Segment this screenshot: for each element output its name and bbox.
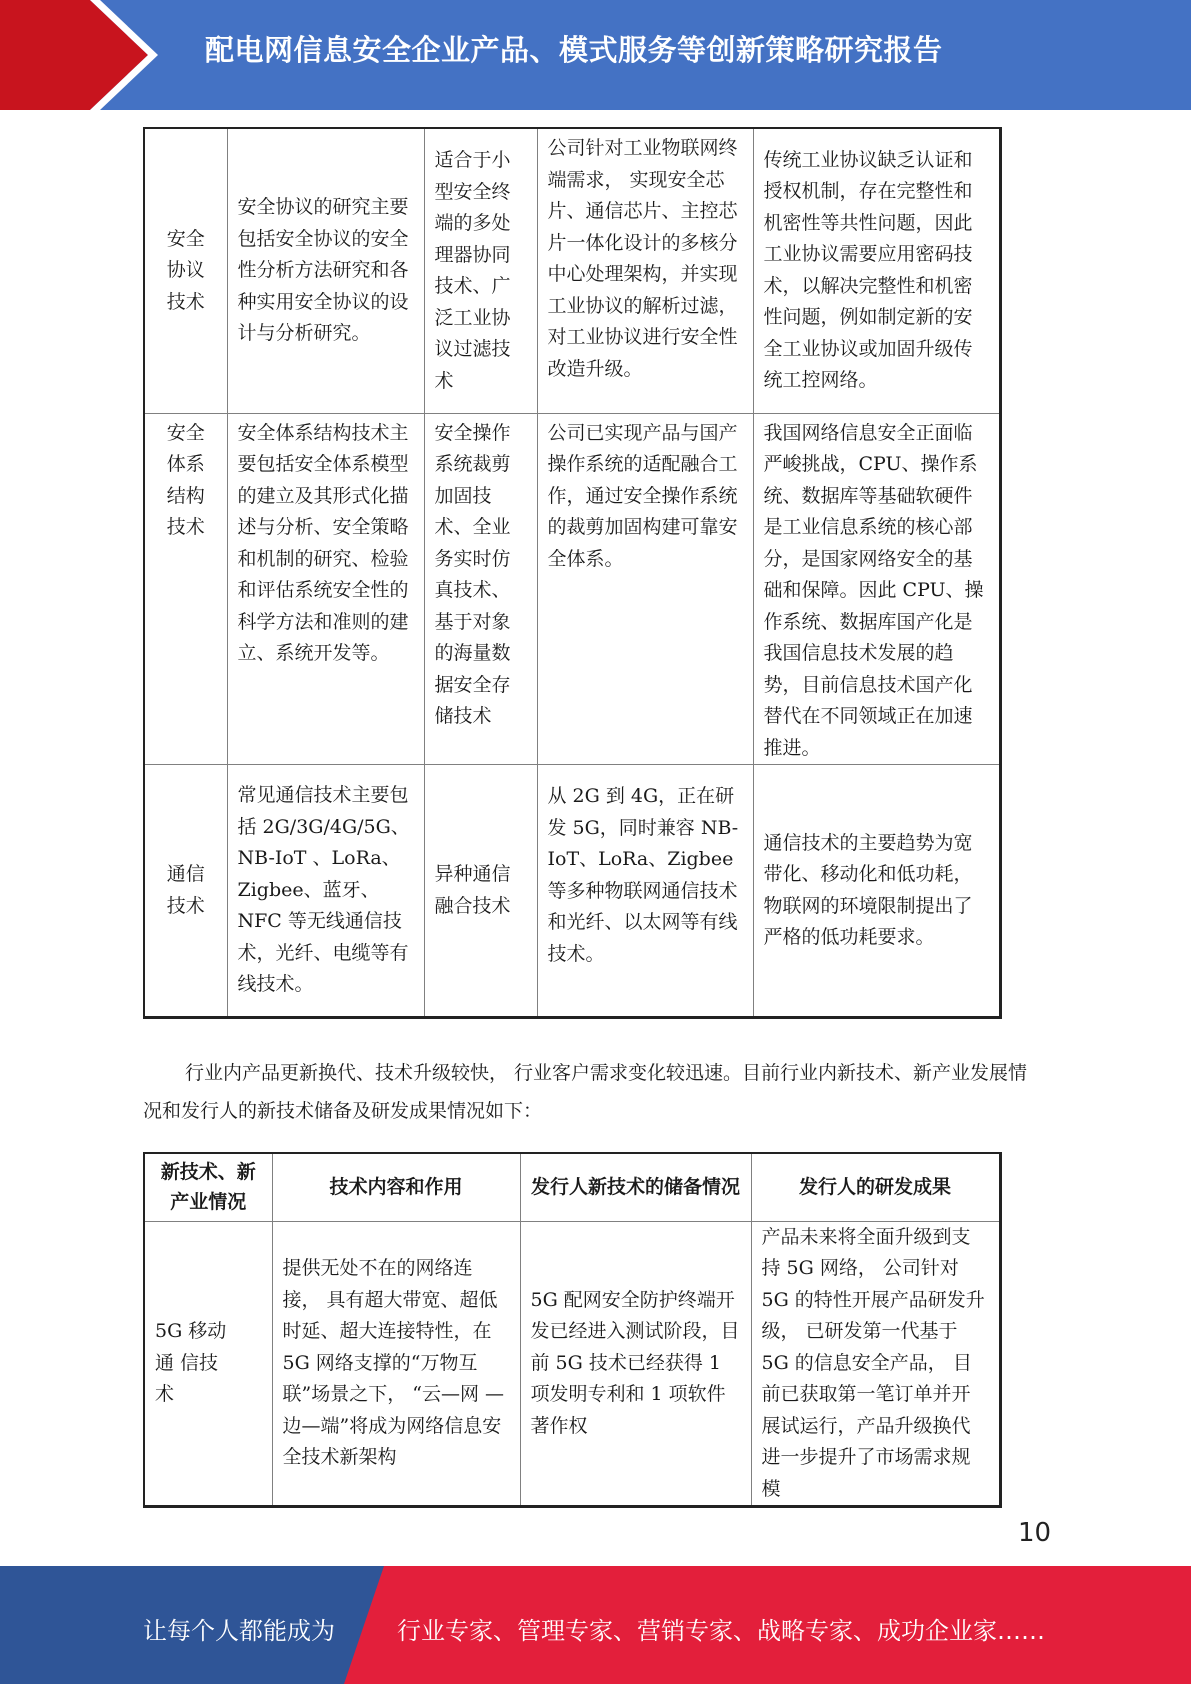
column-header: 发行人新技术的储备情况 — [520, 1153, 751, 1221]
tech-name-cell: 安全 体系 结构 技术 — [144, 413, 227, 765]
tech-content-cell: 安全体系结构技术主要包括安全体系模型的建立及其形式化描述与分析、安全策略和机制的研究、检验和评估系统安全性的科学方法和准则的建立、系统开发等。 — [227, 413, 424, 765]
page-header — [0, 0, 1191, 110]
body-paragraph: 行业内产品更新换代、技术升级较快， 行业客户需求变化较迅速。目前行业内新技术、新产业发展情况和发行人的新技术储备及研发成果情况如下： — [143, 1062, 1028, 1122]
tech-reserve-cell: 5G 配网安全防护终端开发已经进入测试阶段，目前 5G 技术已经获得 1 项发明专利和 1 项软件著作权 — [520, 1221, 751, 1507]
tech-reserve-cell: 异种通信融合技术 — [424, 765, 537, 1018]
new-tech-table — [143, 1152, 1002, 1508]
tech-result-cell: 从 2G 到 4G，正在研发 5G，同时兼容 NB-IoT、LoRa、Zigbee 等多种物联网通信技术和光纤、以太网等有线技术。 — [537, 765, 753, 1018]
report-title: 配电网信息安全企业产品、模式服务等创新策略研究报告 — [205, 33, 943, 67]
tech-trend-cell: 传统工业协议缺乏认证和授权机制，存在完整性和机密性等共性问题，因此工业协议需要应用密码技术，以解决完整性和机密性问题，例如制定新的安全工业协议或加固升级传统工控网络。 — [753, 128, 1000, 413]
tech-reserve-cell: 安全操作系统裁剪加固技术、全业务实时仿真技术、基于对象的海量数据安全存储技术 — [424, 413, 537, 765]
column-header: 技术内容和作用 — [272, 1153, 520, 1221]
tech-name-cell: 通信 技术 — [144, 765, 227, 1018]
footer-slogan-right: 行业专家、管理专家、营销专家、战略专家、成功企业家…… — [397, 1617, 1045, 1645]
table-row — [144, 1221, 1000, 1507]
table-row — [144, 413, 1000, 765]
tech-content-cell: 常见通信技术主要包括 2G/3G/4G/5G、NB-IoT 、LoRa、Zigbee、蓝牙、 NFC 等无线通信技术，光纤、电缆等有线技术。 — [227, 765, 424, 1018]
table-row — [144, 765, 1000, 1018]
tech-name-cell: 安全 协议 技术 — [144, 128, 227, 413]
table-row — [144, 128, 1000, 413]
tech-trend-cell: 我国网络信息安全正面临严峻挑战，CPU、操作系统、数据库等基础软硬件是工业信息系统的核心部分，是国家网络安全的基础和保障。因此 CPU、操作系统、数据库国产化是我国信息技术发展的趋势，目前信息技术国产化替代在不同领域正在加速推进。 — [753, 413, 1000, 765]
page-number: 10 — [1018, 1518, 1052, 1548]
table-header-row — [144, 1153, 1000, 1221]
tech-content-cell: 安全协议的研究主要包括安全协议的安全性分析方法研究和各种实用安全协议的设计与分析研究。 — [227, 128, 424, 413]
page-footer — [0, 1566, 1191, 1684]
tech-reserve-cell: 适合于小型安全终端的多处理器协同技术、广泛工业协议过滤技术 — [424, 128, 537, 413]
tech-name-cell: 5G 移动 通 信技 术 — [144, 1221, 272, 1507]
tech-trend-cell: 通信技术的主要趋势为宽带化、移动化和低功耗，物联网的环境限制提出了严格的低功耗要求。 — [753, 765, 1000, 1018]
tech-result-cell: 产品未来将全面升级到支持 5G 网络， 公司针对 5G 的特性开展产品研发升级， 已研发第一代基于 5G 的信息安全产品， 目前已获取第一笔订单并开展试运行，产品升级换代进一步提升了市场需求规模 — [751, 1221, 1000, 1507]
tech-table-continued — [143, 127, 1002, 1019]
column-header: 新技术、新产业情况 — [144, 1153, 272, 1221]
column-header: 发行人的研发成果 — [751, 1153, 1000, 1221]
tech-content-cell: 提供无处不在的网络连接， 具有超大带宽、超低时延、超大连接特性，在 5G 网络支撑的“万物互联”场景之下， “云—网 —边—端”将成为网络信息安全技术新架构 — [272, 1221, 520, 1507]
tech-result-cell: 公司针对工业物联网终端需求， 实现安全芯片、通信芯片、主控芯片一体化设计的多核分中心处理架构，并实现工业协议的解析过滤，对工业协议进行安全性改造升级。 — [537, 128, 753, 413]
footer-slogan-left: 让每个人都能成为 — [143, 1617, 335, 1645]
tech-result-cell: 公司已实现产品与国产操作系统的适配融合工作，通过安全操作系统的裁剪加固构建可靠安全体系。 — [537, 413, 753, 765]
